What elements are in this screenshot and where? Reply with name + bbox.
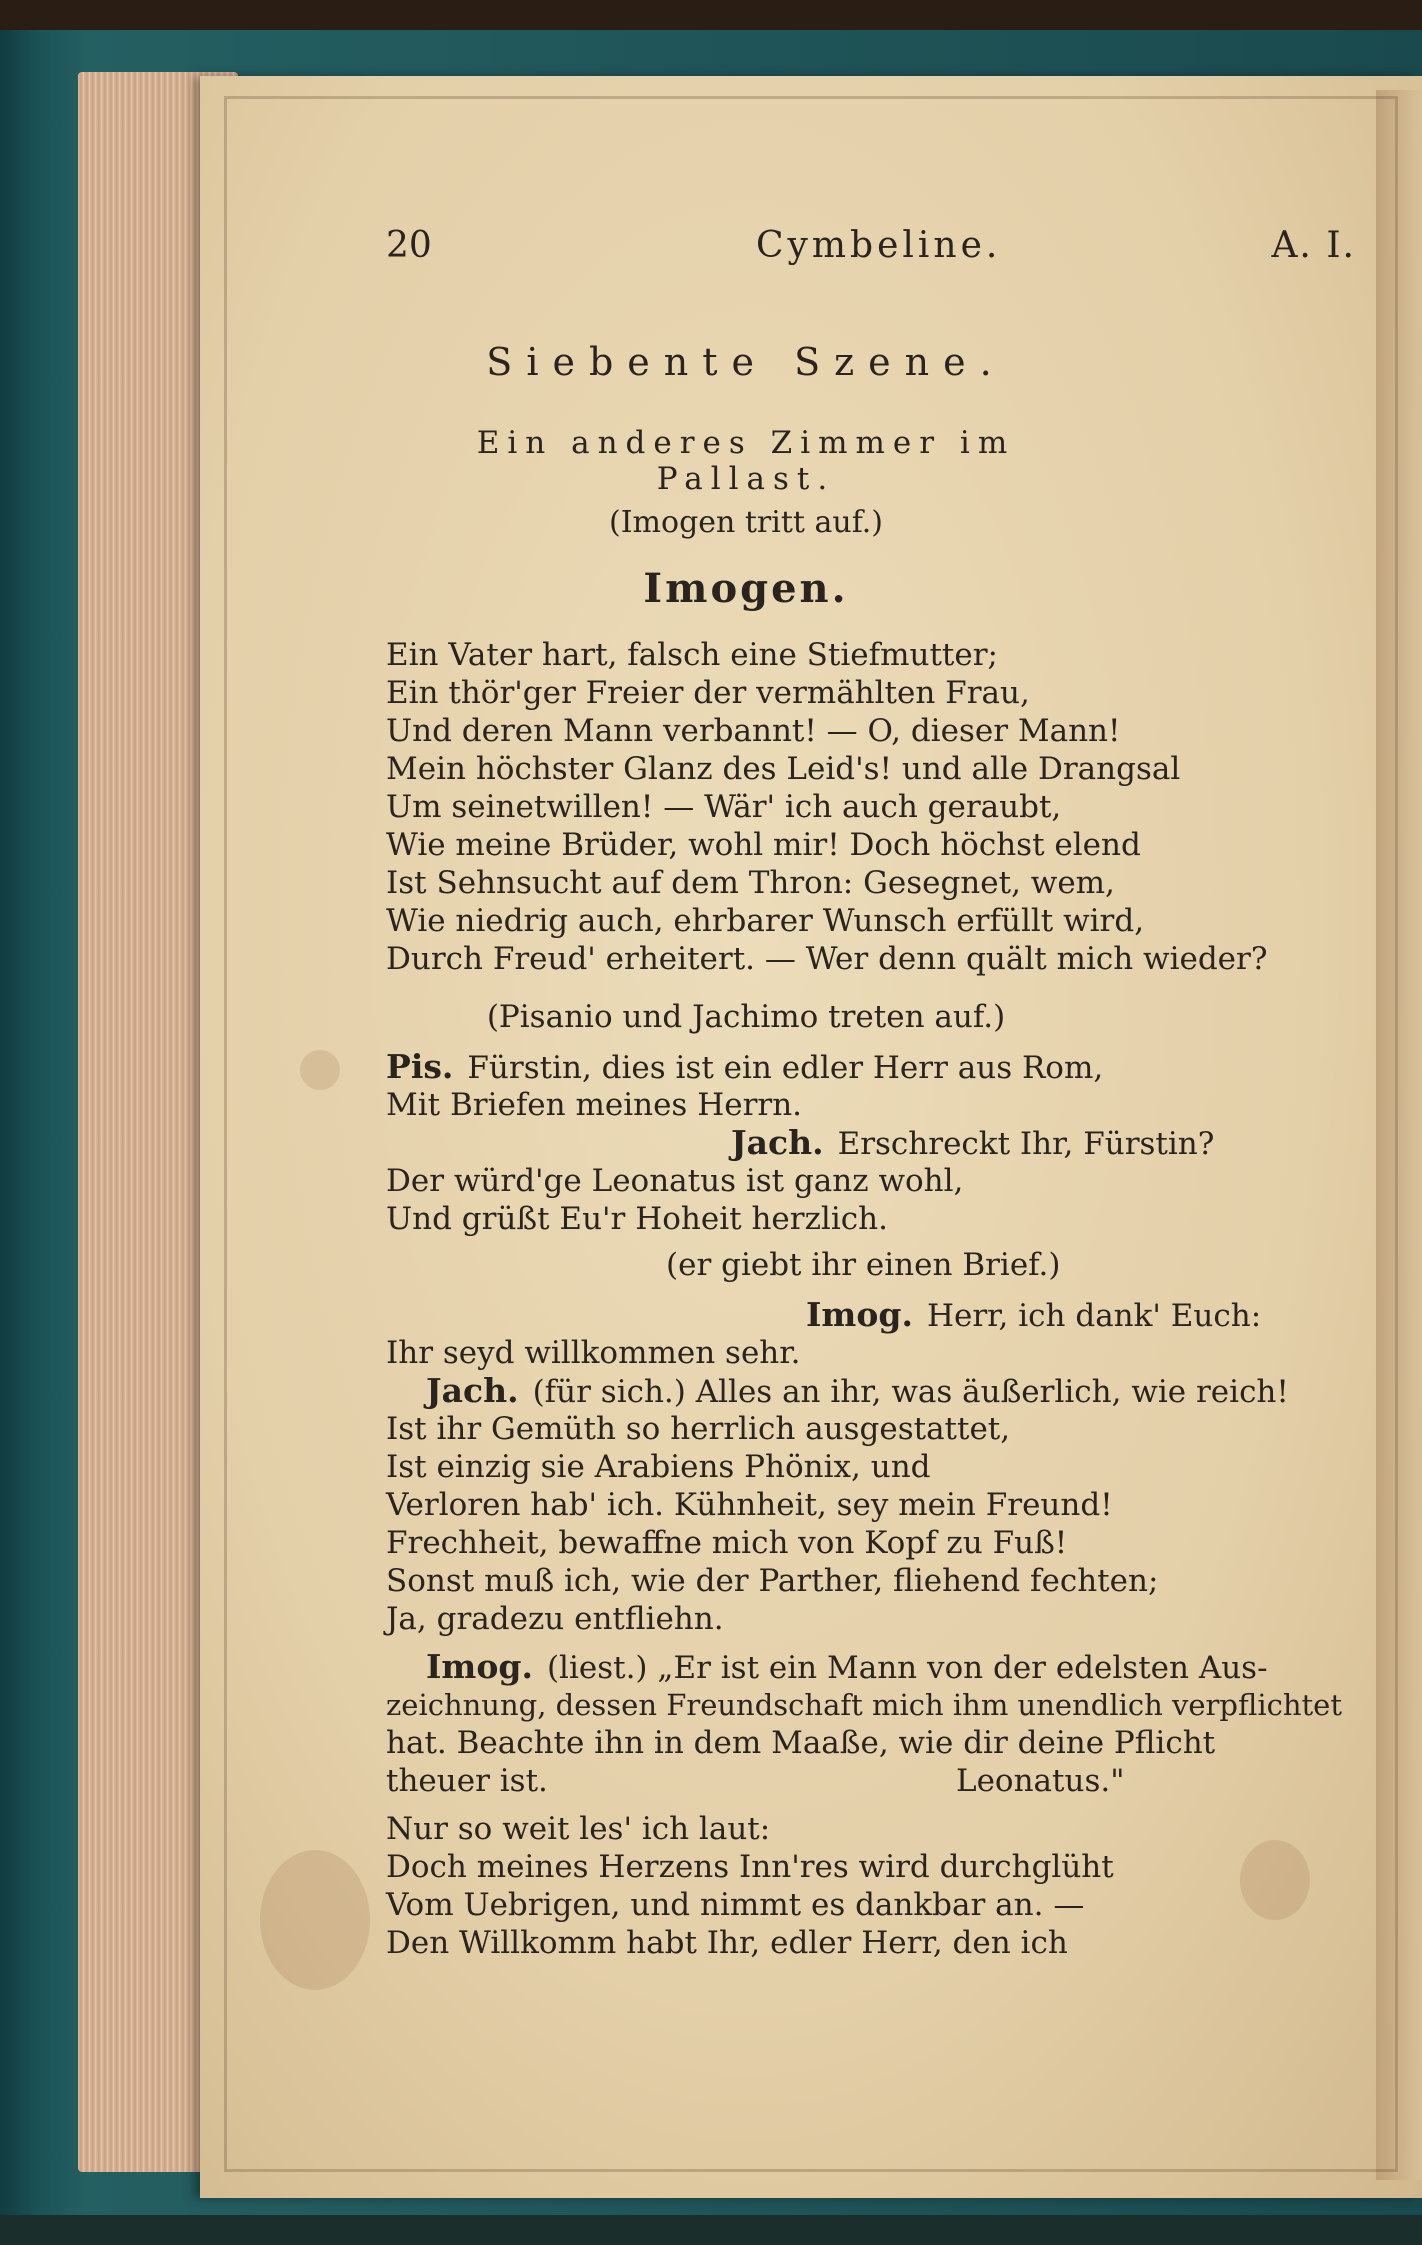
speech-line	[386, 1047, 1103, 1088]
verse-line: Mein höchster Glanz des Leid's! und alle Drangsal	[386, 751, 1181, 787]
page-header	[386, 225, 1356, 275]
verse-line: Durch Freud' erheitert. — Wer denn quält mich wieder?	[386, 941, 1268, 977]
running-title: Cymbeline.	[756, 225, 1002, 266]
verse-line: Vom Uebrigen, und nimmt es dankbar an. —	[386, 1887, 1085, 1923]
foxing-stain	[260, 1850, 370, 1990]
verse-line: Ist Sehnsucht auf dem Thron: Gesegnet, wem,	[386, 865, 1115, 901]
stage-direction: (er giebt ihr einen Brief.)	[666, 1247, 1061, 1283]
verse-line: Wie meine Brüder, wohl mir! Doch höchst elend	[386, 827, 1141, 863]
letter-text: „Er ist ein Mann von der edelsten Aus-	[657, 1650, 1268, 1686]
scene-location: Ein anderes Zimmer im Pallast.	[476, 425, 1016, 497]
letter-line: theuer ist.	[386, 1763, 548, 1799]
verse-line: Ein thör'ger Freier der vermählten Frau,	[386, 675, 1030, 711]
verse-line: Ihr seyd willkommen sehr.	[386, 1335, 801, 1371]
speech-line	[806, 1295, 1261, 1336]
verse-line: Ist einzig sie Arabiens Phönix, und	[386, 1449, 931, 1485]
speech-line	[731, 1123, 1214, 1164]
verse-text: Fürstin, dies ist ein edler Herr aus Rom,	[467, 1050, 1104, 1086]
verse-text: Herr, ich dank' Euch:	[926, 1298, 1262, 1334]
speaker-abbrev: Jach.	[426, 1371, 519, 1410]
verse-text: Erschreckt Ihr, Fürstin?	[837, 1126, 1215, 1162]
verse-line: Mit Briefen meines Herrn.	[386, 1087, 803, 1123]
verse-line: Doch meines Herzens Inn'res wird durchglüht	[386, 1849, 1114, 1885]
act-number: A. I.	[1271, 225, 1356, 266]
letter-line: hat. Beachte ihn in dem Maaße, wie dir deine Pflicht	[386, 1725, 1216, 1761]
verse-line: Ist ihr Gemüth so herrlich ausgestattet,	[386, 1411, 1011, 1447]
verse-line: Und deren Mann verbannt! — O, dieser Mann!	[386, 713, 1121, 749]
aside-direction: (für sich.)	[532, 1374, 686, 1410]
speaker-abbrev: Jach.	[731, 1123, 824, 1162]
scene-title: Siebente Szene.	[486, 340, 1006, 384]
verse-line: Und grüßt Eu'r Hoheit herzlich.	[386, 1201, 888, 1237]
verse-line: Nur so weit les' ich laut:	[386, 1811, 771, 1847]
speaker-abbrev: Imog.	[806, 1295, 913, 1334]
speaker-heading: Imogen.	[643, 565, 849, 612]
stage-direction: (Pisanio und Jachimo treten auf.)	[486, 999, 1006, 1035]
verse-line: Ein Vater hart, falsch eine Stiefmutter;	[386, 637, 998, 673]
book-cover-bottom	[0, 2215, 1422, 2245]
verse-line: Der würd'ge Leonatus ist ganz wohl,	[386, 1163, 964, 1199]
verse-line: Wie niedrig auch, ehrbarer Wunsch erfüllt wird,	[386, 903, 1145, 939]
speech-line	[426, 1371, 1289, 1412]
letter-line: zeichnung, dessen Freundschaft mich ihm unendlich verpflichtet	[386, 1688, 1342, 1722]
speaker-abbrev: Imog.	[426, 1647, 533, 1686]
speaker-abbrev: Pis.	[386, 1047, 454, 1086]
aside-direction: (liest.)	[546, 1650, 648, 1686]
verse-line: Ja, gradezu entfliehn.	[386, 1601, 724, 1637]
verse-text: Alles an ihr, was äußerlich, wie reich!	[695, 1374, 1289, 1410]
stage-direction: (Imogen tritt auf.)	[609, 505, 883, 540]
page-number: 20	[386, 225, 432, 266]
speech-line	[426, 1647, 1268, 1688]
foxing-stain	[1240, 1840, 1310, 1920]
verse-line: Um seinetwillen! — Wär' ich auch geraubt,	[386, 789, 1062, 825]
foxing-stain	[300, 1050, 340, 1090]
letter-signature: Leonatus."	[956, 1763, 1125, 1799]
verse-line: Den Willkomm habt Ihr, edler Herr, den ich	[386, 1925, 1068, 1961]
verse-line: Frechheit, bewaffne mich von Kopf zu Fuß!	[386, 1525, 1068, 1561]
verse-line: Sonst muß ich, wie der Parther, fliehend fechten;	[386, 1563, 1159, 1599]
verse-line: Verloren hab' ich. Kühnheit, sey mein Freund!	[386, 1487, 1113, 1523]
facing-page-edge	[1376, 90, 1422, 2180]
